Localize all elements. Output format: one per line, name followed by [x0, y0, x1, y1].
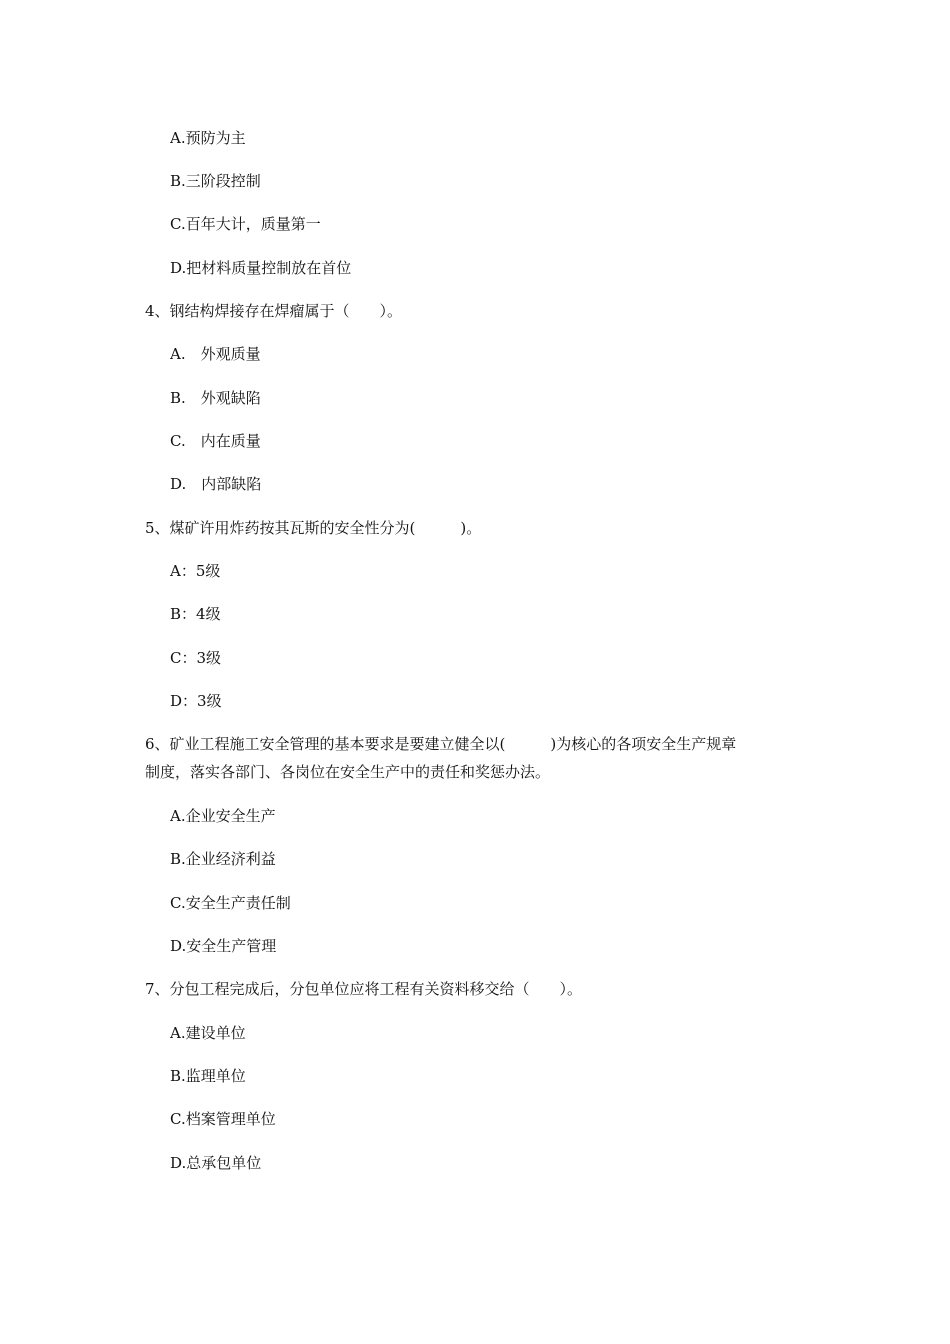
q6-option-d: D.安全生产管理 [170, 937, 277, 955]
q4-option-a: A. 外观质量 [170, 345, 261, 363]
question-5-stem: 5、煤矿许用炸药按其瓦斯的安全性分为( )。 [145, 519, 482, 537]
q4-option-b: B. 外观缺陷 [170, 389, 261, 407]
q6-option-a: A.企业安全生产 [170, 807, 276, 825]
q3-option-d: D.把材料质量控制放在首位 [170, 259, 352, 277]
question-6-stem-line1: 6、矿业工程施工安全管理的基本要求是要建立健全以( )为核心的各项安全生产规章 [145, 735, 737, 753]
q7-option-b: B.监理单位 [170, 1067, 246, 1085]
question-6-stem-line2: 制度，落实各部门、各岗位在安全生产中的责任和奖惩办法。 [145, 763, 551, 781]
q5-option-d: D：3级 [170, 692, 222, 710]
q6-option-c: C.安全生产责任制 [170, 894, 291, 912]
q4-option-d: D. 内部缺陷 [170, 475, 262, 493]
q3-option-b: B.三阶段控制 [170, 172, 261, 190]
question-7-stem: 7、分包工程完成后，分包单位应将工程有关资料移交给（ ）。 [145, 980, 583, 998]
q7-option-d: D.总承包单位 [170, 1154, 262, 1172]
q5-option-a: A：5级 [170, 562, 221, 580]
q3-option-a: A.预防为主 [170, 129, 246, 147]
q5-option-b: B：4级 [170, 605, 221, 623]
question-4-stem: 4、钢结构焊接存在焊瘤属于（ ）。 [145, 302, 403, 320]
q7-option-a: A.建设单位 [170, 1024, 246, 1042]
q6-option-b: B.企业经济利益 [170, 850, 276, 868]
q3-option-c: C.百年大计，质量第一 [170, 215, 321, 233]
q4-option-c: C. 内在质量 [170, 432, 261, 450]
q5-option-c: C：3级 [170, 649, 222, 667]
q7-option-c: C.档案管理单位 [170, 1110, 276, 1128]
